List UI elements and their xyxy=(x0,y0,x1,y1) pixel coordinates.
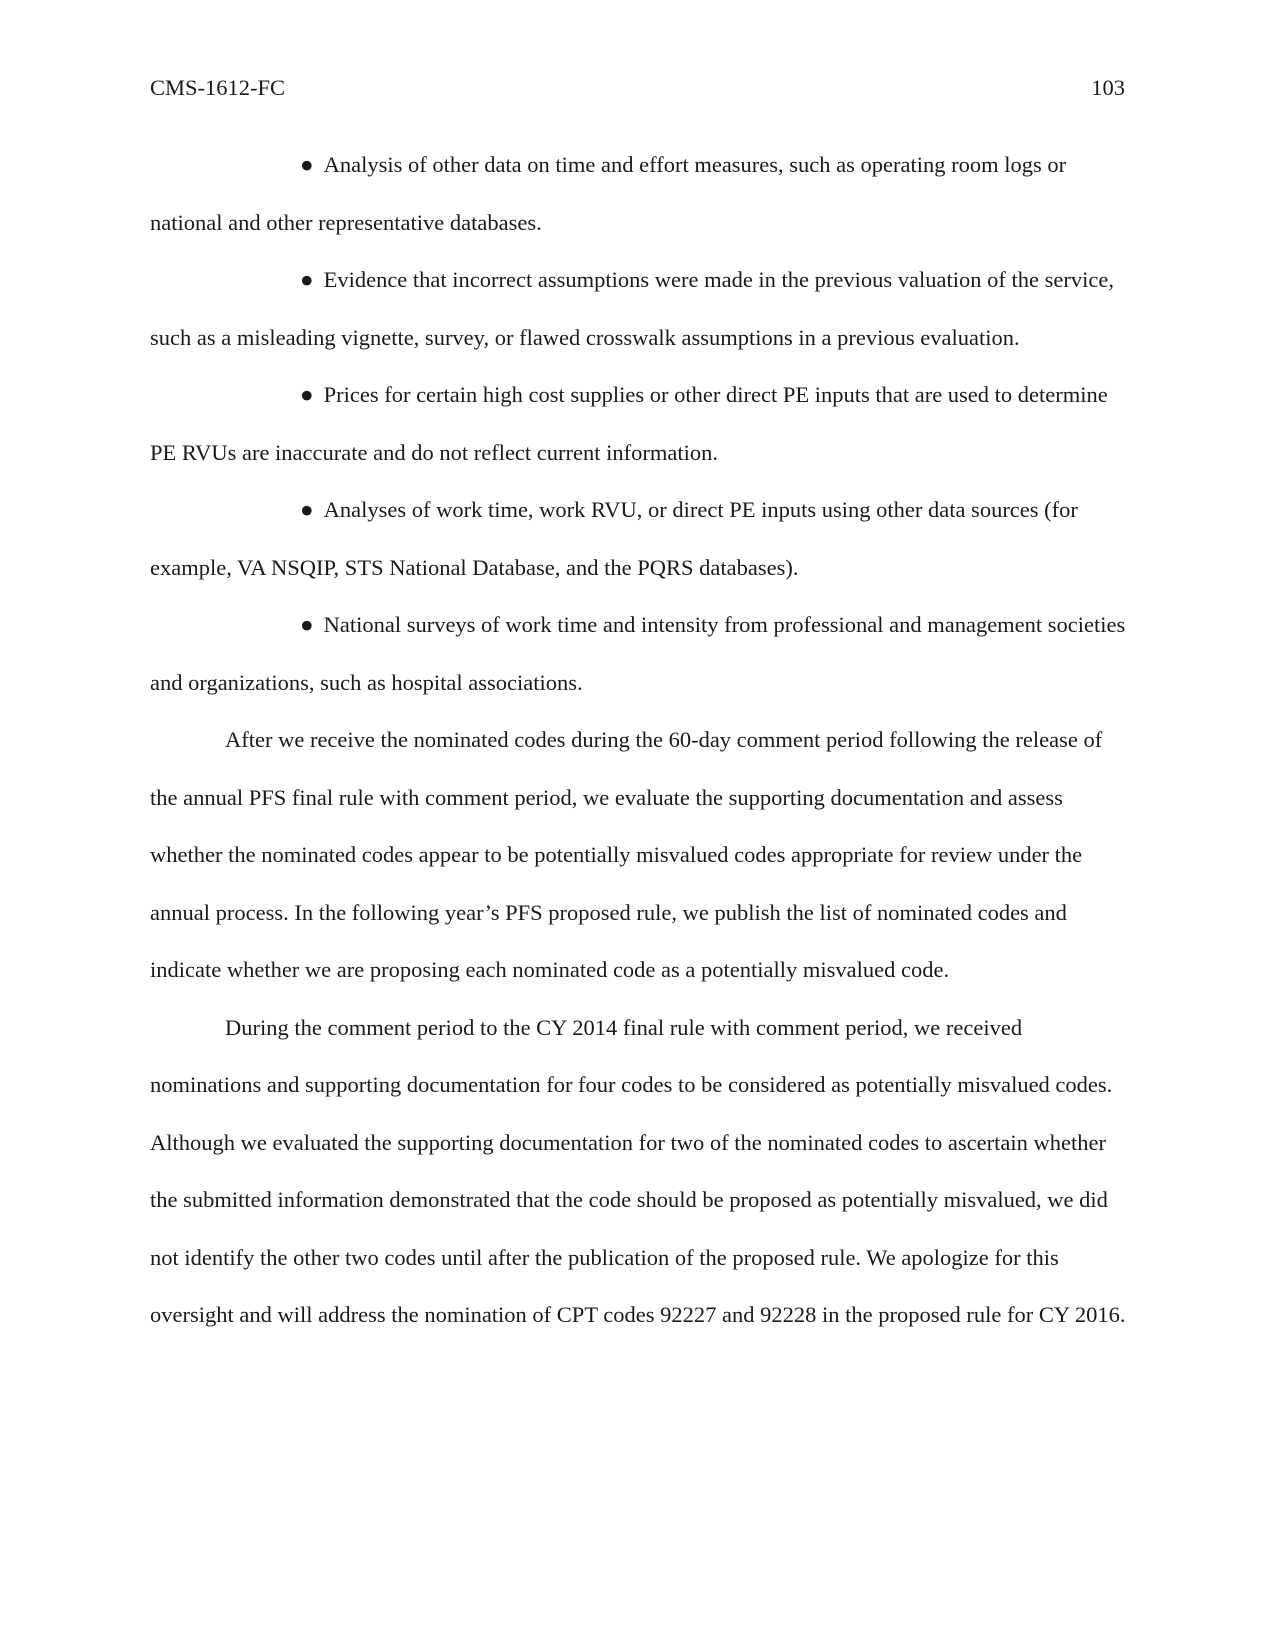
bullet-text: National surveys of work time and intensity from professional and management societies and organizations, such as hospital associations. xyxy=(150,612,1126,695)
document-id: CMS-1612-FC xyxy=(150,75,286,100)
bullet-text: Analysis of other data on time and effort measures, such as operating room logs or national and other representative databases. xyxy=(150,152,1067,235)
bullet-item xyxy=(150,251,1130,366)
bullet-item xyxy=(150,366,1130,481)
bullet-icon: ● xyxy=(300,267,314,292)
bullet-item xyxy=(150,596,1130,711)
page-number: 103 xyxy=(1091,75,1125,100)
bullet-text: Evidence that incorrect assumptions were made in the previous valuation of the service, such as a misleading vignette, survey, or flawed crosswalk assumptions in a previous evaluation. xyxy=(150,267,1114,350)
bullet-item xyxy=(150,136,1130,251)
bullet-icon: ● xyxy=(300,497,314,522)
body-paragraph: After we receive the nominated codes during the 60-day comment period following the release of the annual PFS final rule with comment period, we evaluate the supporting documentation and assess whether the nominated codes appear to be potentially misvalued codes appropriate for review under the annual process. In the following year’s PFS proposed rule, we publish the list of nominated codes and indicate whether we are proposing each nominated code as a potentially misvalued code. xyxy=(150,727,1103,982)
page-header xyxy=(150,72,1125,104)
bullet-icon: ● xyxy=(300,382,314,407)
bullet-text: Analyses of work time, work RVU, or direct PE inputs using other data sources (for example, VA NSQIP, STS National Database, and the PQRS databases). xyxy=(150,497,1078,580)
page-body xyxy=(150,136,1130,1344)
bullet-text: Prices for certain high cost supplies or other direct PE inputs that are used to determine PE RVUs are inaccurate and do not reflect current information. xyxy=(150,382,1108,465)
body-paragraph: During the comment period to the CY 2014 final rule with comment period, we received nominations and supporting documentation for four codes to be considered as potentially misvalued codes. Although we evaluated the supporting documentation for two of the nominated codes to ascertain whether the submitted information demonstrated that the code should be proposed as potentially misvalued, we did not identify the other two codes until after the publication of the proposed rule. We apologize for this oversight and will address the nomination of CPT codes 92227 and 92228 in the proposed rule for CY 2016. xyxy=(150,1014,1126,1327)
bullet-item xyxy=(150,481,1130,596)
bullet-icon: ● xyxy=(300,152,314,177)
bullet-icon: ● xyxy=(300,612,314,637)
